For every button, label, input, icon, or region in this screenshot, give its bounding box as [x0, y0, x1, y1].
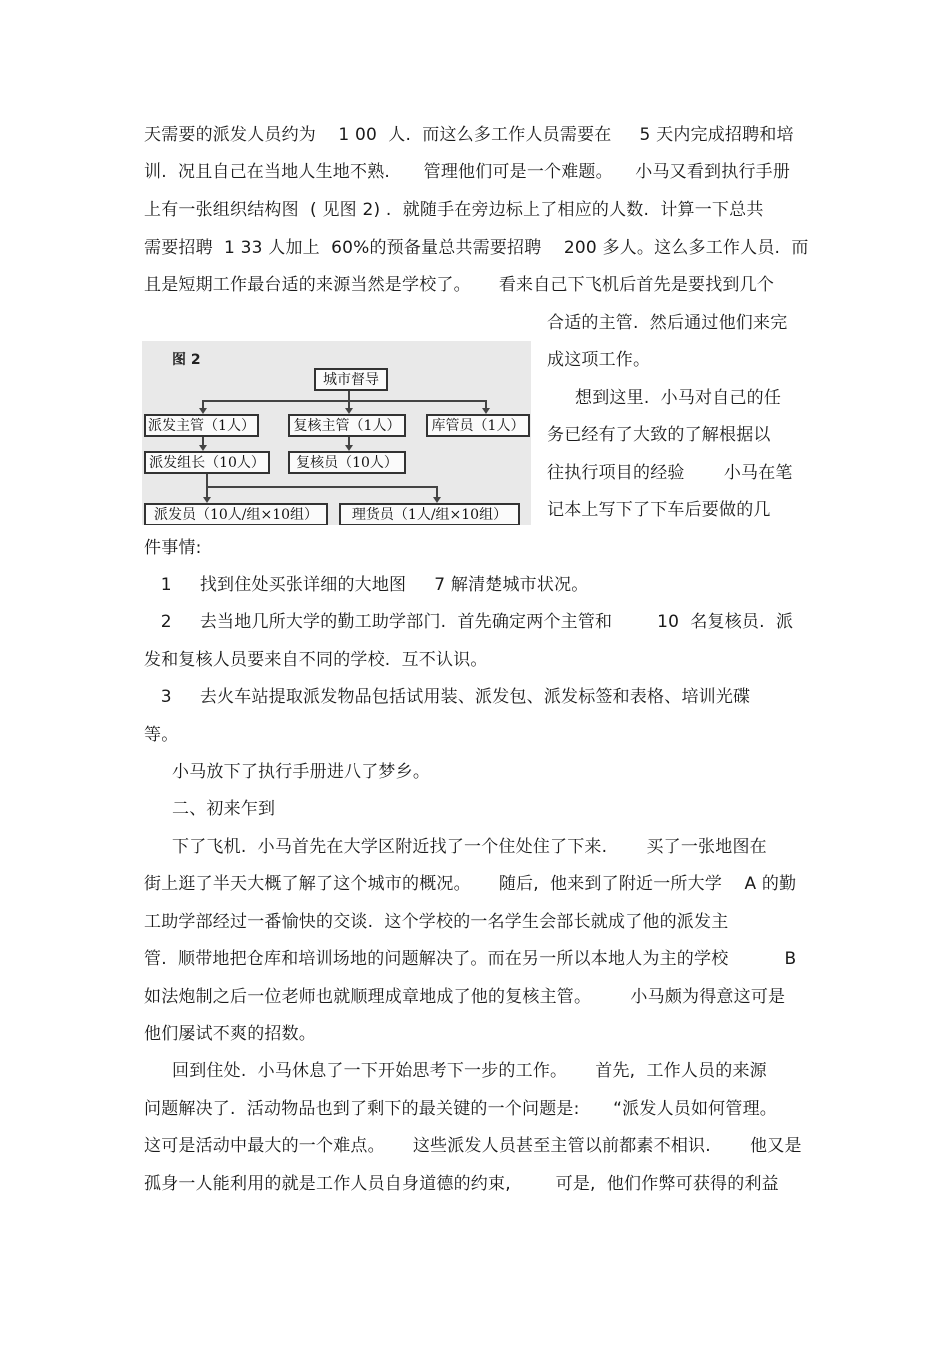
connector: [206, 473, 208, 487]
list-item: 2 去当地几所大学的勤工助学部门. 首先确定两个主管和 10 名复核员. 派: [144, 612, 794, 632]
text-line: 成这项工作。: [547, 350, 651, 370]
text-line: 且是短期工作最台适的来源当然是学校了。 看来自己下飞机后首先是要找到几个: [144, 275, 775, 295]
text-line: 上有一张组织结构图 ( 见图 2) . 就随手在旁边标上了相应的人数. 计算一下总共: [144, 200, 764, 220]
text-line: 街上逛了半天大概了解了这个城市的概况。 随后, 他来到了附近一所大学 A 的勤: [144, 874, 797, 894]
text-line: 如法炮制之后一位老师也就顺理成章地成了他的复核主管。 小马颇为得意这可是: [144, 987, 786, 1007]
node-dispatch-manager: 派发主管（1人）: [144, 414, 259, 437]
text-line: 回到住处. 小马休息了一下开始思考下一步的工作。 首先, 工作人员的来源: [144, 1061, 767, 1081]
text-line: 件事情:: [144, 538, 202, 558]
text-line: 发和复核人员要来自不同的学校. 互不认识。: [144, 650, 488, 670]
text-line: 这可是活动中最大的一个难点。 这些派发人员甚至主管以前都素不相识. 他又是: [144, 1136, 802, 1156]
text-line: 想到这里. 小马对自己的任: [547, 388, 782, 408]
node-goods-handler: 理货员（1人/组×10组）: [339, 503, 520, 525]
text-line: 等。: [144, 725, 179, 745]
node-dispatcher: 派发员（10人/组×10组）: [144, 503, 328, 525]
text-line: 他们屡试不爽的招数。: [144, 1024, 316, 1044]
text-line: 训. 况且自己在当地人生地不熟. 管理他们可是一个难题。 小马又看到执行手册: [144, 162, 791, 182]
list-item: 1 找到住处买张详细的大地图 7 解清楚城市状况。: [144, 575, 589, 595]
connector: [206, 486, 438, 488]
list-item: 3 去火车站提取派发物品包括试用装、派发包、派发标签和表格、培训光碟: [144, 687, 751, 707]
connector: [202, 400, 487, 402]
text-line: 合适的主管. 然后通过他们来完: [547, 313, 788, 333]
figure-label: 图 2: [172, 352, 201, 368]
node-dispatch-leader: 派发组长（10人）: [144, 451, 270, 474]
text-line: 务已经有了大致的了解根据以: [547, 425, 771, 445]
node-reviewer: 复核员（10人）: [288, 451, 406, 474]
text-line: 工助学部经过一番愉快的交谈. 这个学校的一名学生会部长就成了他的派发主: [144, 912, 729, 932]
text-line: 需要招聘 1 33 人加上 60%的预备量总共需要招聘 200 多人。这么多工作人员. 而: [144, 238, 809, 258]
node-city-supervisor: 城市督导: [314, 368, 388, 391]
text-line: 小马放下了执行手册进八了梦乡。: [144, 762, 431, 782]
org-chart-figure: [142, 341, 531, 525]
node-warehouse-keeper: 库管员（1人）: [426, 414, 530, 437]
text-line: 记本上写下了下车后要做的几: [547, 500, 771, 520]
section-heading: 二、初来乍到: [144, 799, 276, 819]
text-line: 孤身一人能利用的就是工作人员自身道德的约束, 可是, 他们作弊可获得的利益: [144, 1174, 779, 1194]
node-review-manager: 复核主管（1人）: [288, 414, 406, 437]
text-line: 问题解决了. 活动物品也到了剩下的最关键的一个问题是: “派发人员如何管理。: [144, 1099, 777, 1119]
text-line: 天需要的派发人员约为 1 00 人. 而这么多工作人员需要在 5 天内完成招聘和培: [144, 125, 794, 145]
text-line: 往执行项目的经验 小马在笔: [547, 463, 793, 483]
text-line: 管. 顺带地把仓库和培训场地的问题解决了。而在另一所以本地人为主的学校 B: [144, 949, 797, 969]
text-line: 下了飞机. 小马首先在大学区附近找了一个住处住了下来. 买了一张地图在: [144, 837, 767, 857]
